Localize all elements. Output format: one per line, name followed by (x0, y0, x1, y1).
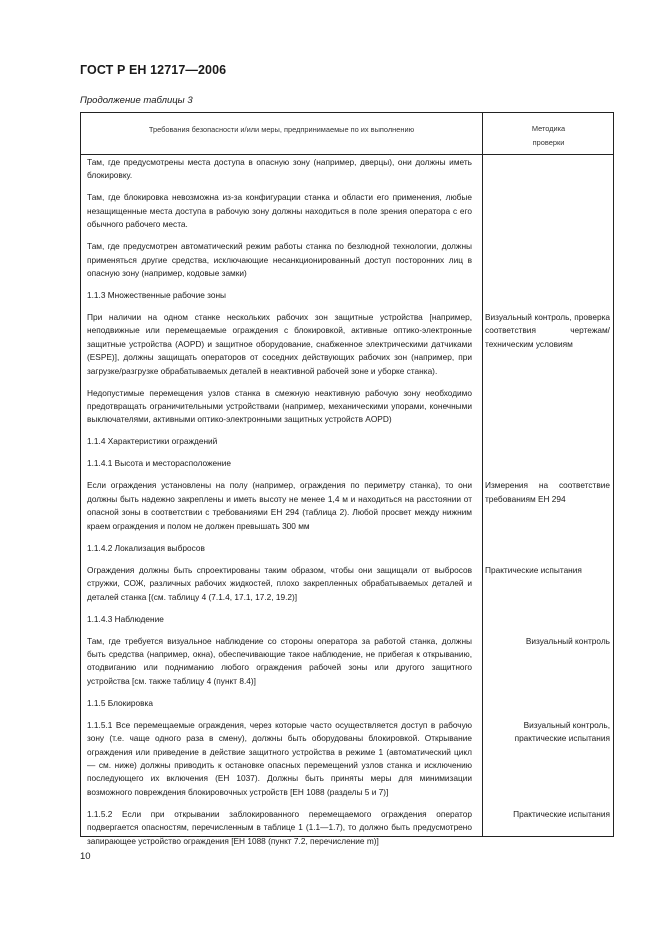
method-text: Визуальный контроль, проверка соответствия чертежам/техническим условиям (485, 312, 610, 349)
table-row (80, 564, 614, 604)
table-row (80, 457, 614, 470)
table-row (80, 191, 614, 231)
header-requirements: Требования безопасности и/или меры, предпринимаемые по их выполнению (148, 125, 415, 134)
method-text (481, 387, 610, 427)
method-text (481, 697, 610, 710)
method-text (481, 542, 610, 555)
table-row (80, 542, 614, 555)
header-divider (81, 154, 613, 155)
table-row (80, 156, 614, 183)
header-method-line2: проверки (532, 138, 565, 147)
requirement-text: 1.1.5.2 Если при открывании заблокированного перемещаемого ограждения оператор подвергается опасностям, перечисленным в таблице 1 (1.1—1.7), то должно быть предусмотрено запирающее устройство ограждения [ЕН 1088 (пункт 7.2, перечисление m)] (87, 808, 472, 846)
method-text (481, 191, 610, 231)
section-heading: 1.1.4.3 Наблюдение (87, 613, 164, 624)
section-heading: 1.1.3 Множественные рабочие зоны (87, 290, 227, 301)
table-row (80, 479, 614, 533)
table-row (80, 289, 614, 302)
method-text: Практические испытания (513, 808, 610, 819)
table-row (80, 387, 614, 427)
document-code: ГОСТ Р ЕН 12717—2006 (80, 63, 227, 77)
method-text (481, 156, 610, 183)
requirement-text: Там, где требуется визуальное наблюдение со стороны оператора за работой станка, должны быть средства (например, окна), обеспечивающие такое наблюдение, не прибегая к открыванию, отодвиганию или подниманию любого ограждения рабочей зоны или другого защитного устройства [см. также таблицу 4 (пункт 8.4)] (87, 635, 472, 686)
method-text: Визуальный контроль, практические испытания (514, 719, 610, 744)
requirement-text: Ограждения должны быть спроектированы таким образом, чтобы они защищали от выбросов стружки, СОЖ, различных рабочих жидкостей, плохо закрепленных обрабатываемых деталей и деталей станка [(см. таблицу 4 (7.1.4, 17.1, 17.2, 19.2)] (87, 564, 472, 602)
table-caption: Продолжение таблицы 3 (80, 95, 193, 106)
requirement-text: 1.1.5.1 Все перемещаемые ограждения, через которые часто осуществляется доступ в рабочую зону (т.е. чаще одного раза в смену), должны быть оборудованы блокировкой. Открывание ограждения или приведение в действие защитного устройства в режиме 1 (автоматический цикл — см. ниже) должны приводить к остановке опасных перемещений узлов станка и исключению последующего их включения (ЕН 1037). Должны быть приняты меры для минимизации возможного повреждения блокировочных устройств [ЕН 1088 (разделы 5 и 7)] (87, 719, 472, 797)
requirement-text: При наличии на одном станке нескольких рабочих зон защитные устройства [например, неподвижные или перемещаемые ограждения с блокировкой, активные оптико-электронные защитные устройства (AOPD) и защитное оборудование, снабженное электрическими датчиками (ESPE)], должны защищать операторов от соседних действующих рабочих зон (например, при загрузке/разгрузке обрабатываемых деталей в неактивной рабочей зоне и уборке станка). (87, 312, 472, 376)
requirement-text: Недопустимые перемещения узлов станка в смежную неактивную рабочую зону необходимо предотвращать ограничительными устройствами (например, механическими упорами, конечными выключателями, активными оптико-электронными защитных устройств AOPD) (87, 387, 472, 425)
requirement-text: Там, где блокировка невозможна из-за конфигурации станка и области его применения, любые незащищенные места доступа в рабочую зону должны находиться в поле зрения оператора с его обычного рабочего места. (87, 192, 472, 230)
table-row (80, 311, 614, 378)
table-row (80, 719, 614, 799)
table-row (80, 613, 614, 626)
section-heading: 1.1.4 Характеристики ограждений (87, 436, 218, 447)
table-body (80, 156, 614, 857)
section-heading: 1.1.5 Блокировка (87, 697, 153, 708)
table-row (80, 635, 614, 689)
method-text: Практические испытания (485, 564, 582, 575)
table-row (80, 808, 614, 848)
page-number: 10 (80, 851, 91, 862)
table-row (80, 435, 614, 448)
header-method-line1: Методика (531, 124, 566, 133)
method-text (481, 435, 610, 448)
method-text (481, 457, 610, 470)
table-row (80, 240, 614, 280)
requirement-text: Там, где предусмотрен автоматический режим работы станка по безлюдной технологии, должны применяться другие средства, исключающие несанкционированный доступ посторонних лиц в опасную зону (например, кодовые замки) (87, 241, 472, 279)
requirement-text: Если ограждения установлены на полу (например, ограждения по периметру станка), то они должны быть надежно закреплены и иметь высоту не менее 1,4 м и находиться на расстоянии от опасной зоны в соответствии с требованиями ЕН 294 (таблица 2). Любой просвет между нижним краем ограждения и полом не должен превышать 300 мм (87, 480, 472, 531)
method-text (481, 240, 610, 280)
header-method (483, 122, 614, 150)
requirement-text: Там, где предусмотрены места доступа в опасную зону (например, дверцы), они должны иметь блокировку. (87, 157, 472, 181)
method-text: Измерения на соответствие требованиям ЕН 294 (485, 480, 610, 504)
table-row (80, 697, 614, 710)
section-heading: 1.1.4.2 Локализация выбросов (87, 542, 205, 553)
method-text: Визуальный контроль (525, 635, 610, 646)
section-heading: 1.1.4.1 Высота и месторасположение (87, 458, 231, 469)
method-text (481, 289, 610, 302)
method-text (481, 613, 610, 626)
